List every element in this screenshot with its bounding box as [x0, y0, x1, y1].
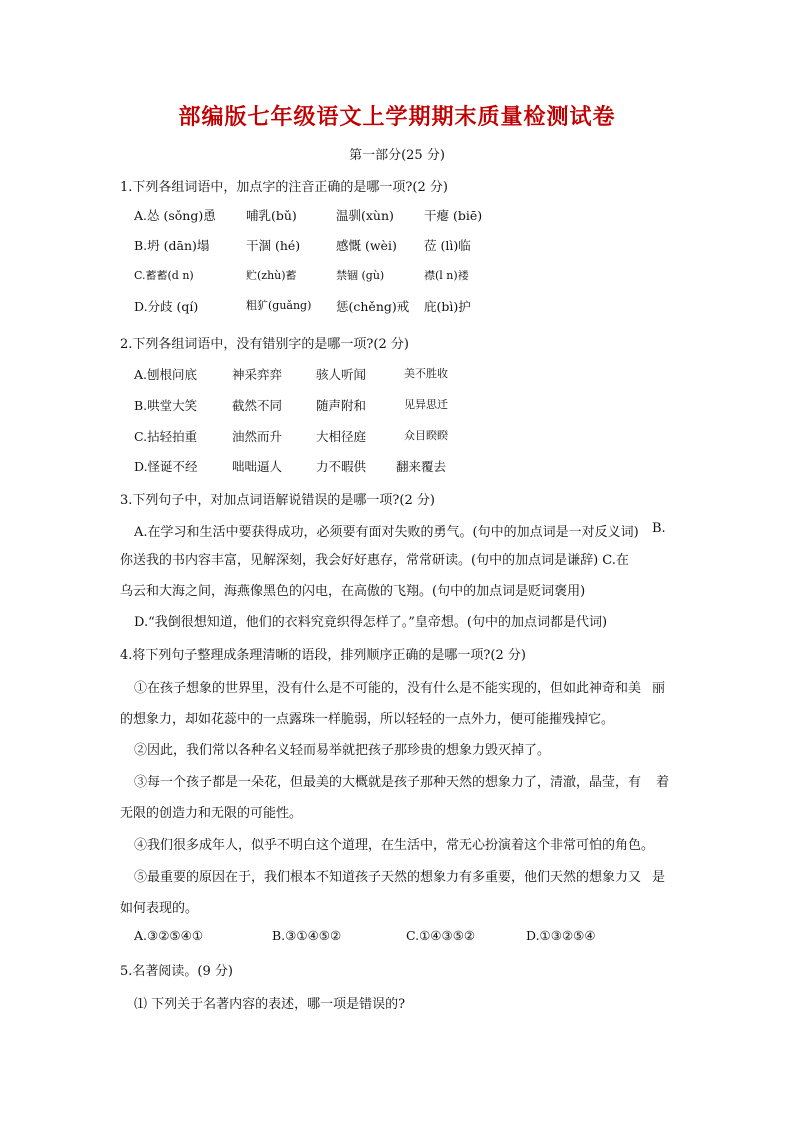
q1-c-2: 贮(zhù)蓄	[246, 269, 297, 282]
q4-sentence-1-tail: 丽	[652, 681, 666, 696]
question-3-line-2: 你送我的书内容丰富，见解深刻，我会好好惠存，常常研读。(句中的加点词是谦辞) C.在	[120, 553, 629, 568]
question-3-stem: 3.下列句子中，对加点词语解说错误的是哪一项?(2 分)	[120, 493, 435, 508]
question-3-line-1: A.在学习和生活中要获得成功，必须要有面对失败的勇气。(句中的加点词是一对反义词)	[134, 525, 639, 540]
q2-d-3: 力不暇供	[316, 459, 367, 474]
question-3-line-4: D.“我倒很想知道，他们的衣料究竟织得怎样了。”皇帝想。(句中的加点词都是代词)	[134, 615, 608, 630]
q4-sentence-3a: ③每一个孩子都是一朵花，但最美的大概就是孩子那种天然的想象力了，清澈，晶莹，有	[134, 775, 642, 790]
question-3-line-3: 乌云和大海之间，海燕像黑色的闪电，在高傲的飞翔。(句中的加点词是贬词褒用)	[120, 584, 586, 599]
q4-sentence-4: ④我们很多成年人，似乎不明白这个道理，在生活中，常无心扮演着这个非常可怕的角色。	[134, 838, 655, 853]
q1-d-3: 惩(chěng)戒	[336, 299, 410, 314]
q4-sentence-5-tail: 是	[652, 870, 666, 885]
q2-b-4: 见异思迁	[404, 398, 448, 411]
q4-sentence-3-tail: 着	[656, 775, 670, 790]
q4-option-a: A.③②⑤④①	[134, 928, 204, 943]
q1-a-1: A.怂 (sǒng)恿	[134, 208, 216, 223]
q4-sentence-1a: ①在孩子想象的世界里，没有什么是不可能的，没有什么是不能实现的，但如此神奇和美	[134, 681, 642, 696]
question-1-stem: 1.下列各组词语中，加点字的注音正确的是哪一项?(2 分)	[120, 180, 448, 195]
q1-b-1: B.坍 (dān)塌	[134, 238, 210, 253]
question-5-stem: 5.名著阅读。(9 分)	[120, 964, 233, 979]
q2-b-2: 截然不同	[232, 398, 283, 413]
q2-b-3: 随声附和	[316, 398, 367, 413]
q1-c-4: 襟(l n)褛	[424, 269, 469, 282]
q2-b-1: B.哄堂大笑	[134, 398, 198, 413]
q2-c-1: C.拈轻拍重	[134, 429, 198, 444]
q1-c-3: 禁锢 (gù)	[336, 269, 385, 282]
section-heading: 第一部分(25 分)	[349, 148, 445, 163]
q1-b-4: 莅 (lì)临	[424, 238, 471, 253]
q2-a-3: 骇人听闻	[316, 367, 367, 382]
q1-a-4: 干瘪 (biē)	[424, 208, 483, 223]
question-3-line-1-tail: B.	[652, 521, 666, 536]
q1-a-3: 温驯(xùn)	[336, 208, 394, 223]
question-4-stem: 4.将下列句子整理成条理清晰的语段，排列顺序正确的是哪一项?(2 分)	[120, 648, 526, 663]
q2-d-2: 咄咄逼人	[232, 459, 283, 474]
q2-d-1: D.怪诞不经	[134, 459, 198, 474]
page-title: 部编版七年级语文上学期期末质量检测试卷	[178, 104, 616, 130]
q1-c-1: C.蓄蓄(d n)	[134, 269, 194, 282]
question-5-sub-1: ⑴ 下列关于名著内容的表述，哪一项是错误的?	[134, 997, 406, 1012]
q4-sentence-5a: ⑤最重要的原因在于，我们根本不知道孩子天然的想象力有多重要，他们天然的想象力又	[134, 870, 642, 885]
q1-d-1: D.分歧 (qí)	[134, 299, 199, 314]
q4-sentence-3b: 无限的创造力和无限的可能性。	[120, 806, 303, 821]
q4-option-d: D.①③②⑤④	[526, 928, 596, 943]
q2-a-1: A.刨根问底	[134, 367, 198, 382]
q1-b-2: 干涸 (hé)	[246, 238, 301, 253]
q4-option-c: C.①④③⑤②	[406, 928, 476, 943]
q4-sentence-5b: 如何表现的。	[120, 901, 199, 916]
q2-a-4: 美不胜收	[404, 367, 448, 380]
q1-b-3: 感慨 (wèi)	[336, 238, 397, 253]
q2-c-3: 大相径庭	[316, 429, 367, 444]
q4-option-b: B.③①④⑤②	[272, 928, 342, 943]
q1-d-4: 庇(bì)护	[424, 299, 471, 314]
q4-sentence-2: ②因此，我们常以各种名义轻而易举就把孩子那珍贵的想象力毁灭掉了。	[134, 743, 551, 758]
q2-c-4: 众目睽睽	[404, 429, 448, 442]
q2-d-4: 翻来覆去	[396, 459, 447, 474]
q1-a-2: 哺乳(bǔ)	[246, 208, 297, 223]
question-2-stem: 2.下列各组词语中，没有错别字的是哪一项?(2 分)	[120, 337, 409, 352]
q4-sentence-1b: 的想象力，却如花蕊中的一点露珠一样脆弱，所以轻轻的一点外力，便可能摧残掉它。	[120, 712, 615, 727]
q2-a-2: 神采弈弈	[232, 367, 283, 382]
q2-c-2: 油然而升	[232, 429, 283, 444]
q1-d-2: 粗犷(guǎng)	[246, 299, 312, 312]
